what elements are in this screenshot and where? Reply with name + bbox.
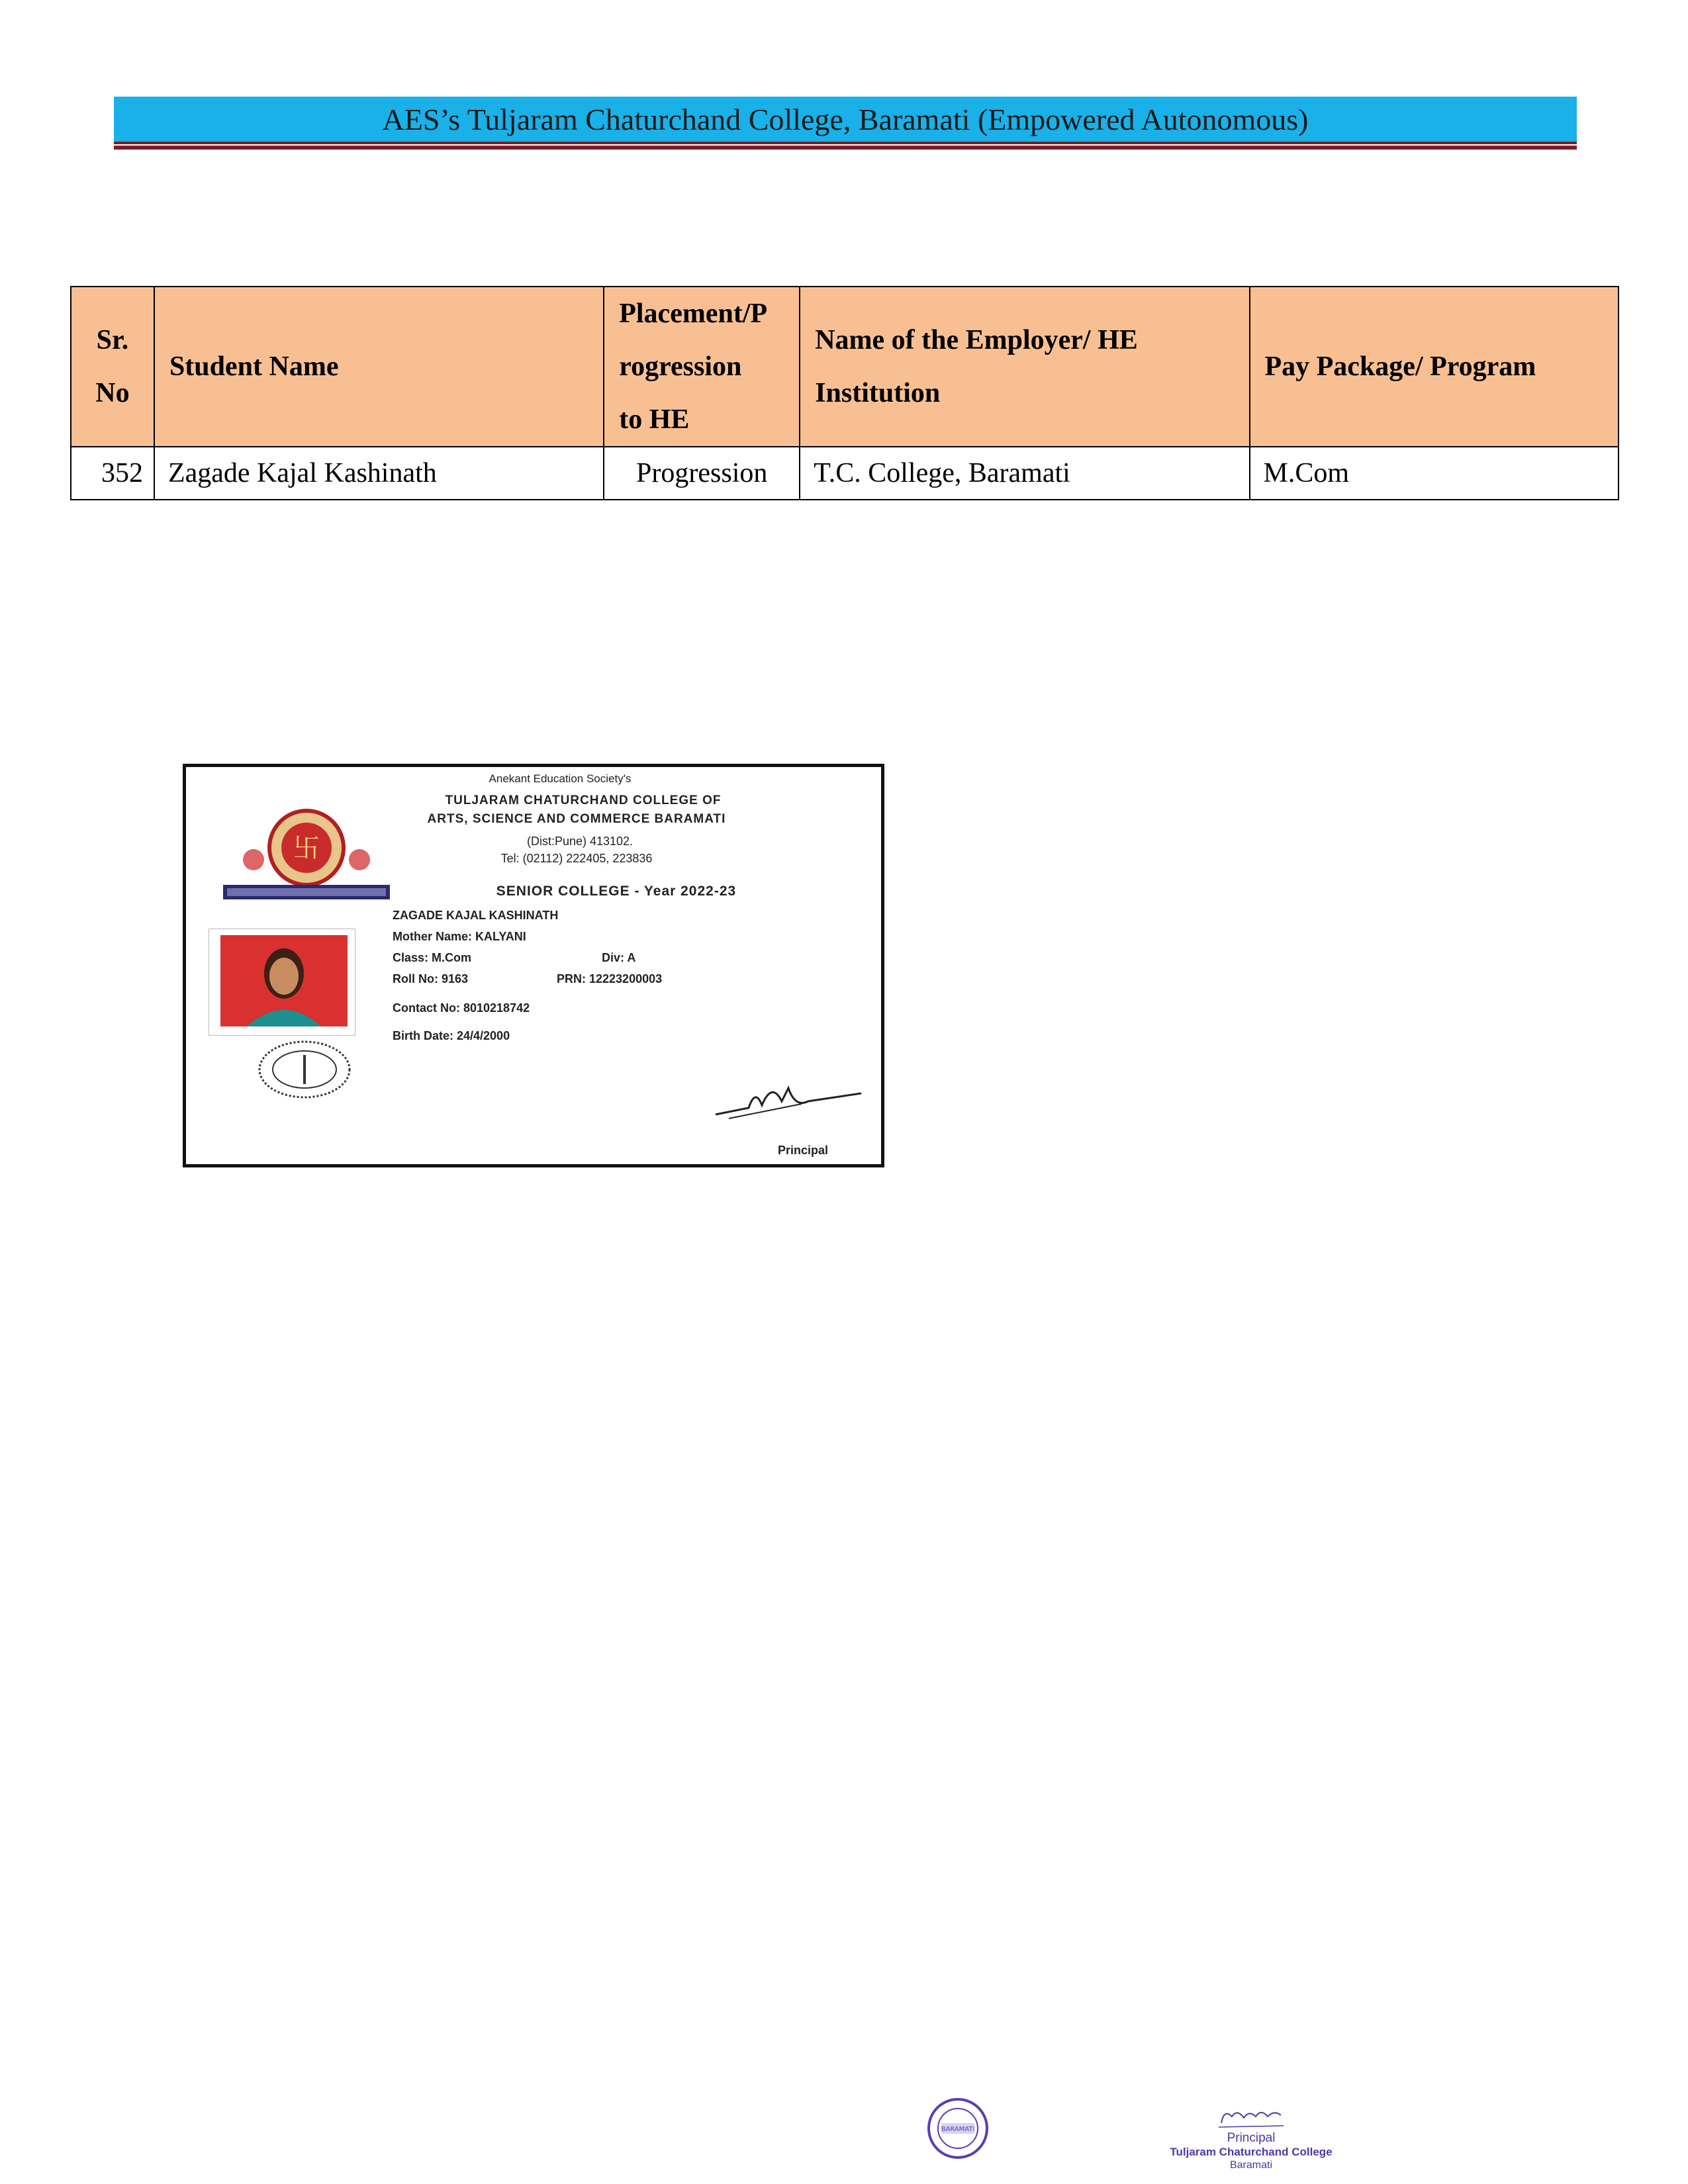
principal-signature-icon <box>709 1075 868 1128</box>
stamp-text: BARAMATI <box>941 2126 975 2133</box>
col-header-employer-line2: Institution <box>815 378 941 408</box>
col-header-student: Student Name <box>154 287 604 447</box>
student-id-card <box>183 764 884 1167</box>
card-college-line1: TULJARAM CHATURCHAND COLLEGE OF <box>445 794 722 807</box>
signature-title: Principal <box>1227 2131 1276 2145</box>
header-rule-thick <box>114 146 1577 150</box>
col-header-sr <box>71 287 154 447</box>
principal-handwritten-signature-icon <box>1215 2103 1288 2131</box>
student-photo-icon <box>220 935 348 1026</box>
card-student-name: ZAGADE KAJAL KASHINATH <box>393 909 559 922</box>
card-division: Div: A <box>602 951 636 964</box>
page-header-banner <box>114 97 1577 142</box>
card-contact: Contact No: 8010218742 <box>393 1001 530 1015</box>
cell-employer: T.C. College, Baramati <box>800 447 1249 500</box>
card-mother-name: Mother Name: KALYANI <box>393 930 526 943</box>
placement-table <box>70 286 1619 500</box>
card-principal-label: Principal <box>777 1144 828 1157</box>
card-college-line2: ARTS, SCIENCE AND COMMERCE BARAMATI <box>427 812 726 826</box>
col-header-pay: Pay Package/ Program <box>1250 287 1619 447</box>
card-address: (Dist:Pune) 413102. <box>526 835 633 848</box>
page-header-title: AES’s Tuljaram Chaturchand College, Baramati (Empowered Autonomous) <box>382 102 1309 136</box>
table-header-row <box>71 287 1618 447</box>
col-header-sr-line1: Sr. <box>96 325 129 355</box>
card-roll-no: Roll No: 9163 <box>393 972 469 985</box>
table-row <box>71 447 1618 500</box>
header-rule-thin <box>114 142 1577 144</box>
signature-city: Baramati <box>1229 2160 1273 2171</box>
col-header-sr-line2: No <box>95 378 130 408</box>
col-header-employer <box>800 287 1249 447</box>
col-header-employer-line1: Name of the Employer/ HE <box>815 325 1138 355</box>
col-header-placement-line2: rogression <box>619 351 742 382</box>
card-telephone: Tel: (02112) 222405, 223836 <box>500 852 653 865</box>
card-birth-date: Birth Date: 24/4/2000 <box>393 1029 510 1042</box>
signature-college: Tuljaram Chaturchand College <box>1170 2146 1333 2158</box>
principal-signature-block <box>1152 2103 1350 2171</box>
card-session: SENIOR COLLEGE - Year 2022-23 <box>496 884 737 899</box>
card-prn: PRN: 12223200003 <box>557 972 663 985</box>
card-society: Anekant Education Society's <box>489 772 632 785</box>
col-header-placement-line3: to HE <box>619 404 690 435</box>
cell-student: Zagade Kajal Kashinath <box>154 447 604 500</box>
col-header-placement-line1: Placement/P <box>619 298 768 329</box>
svg-text:卐: 卐 <box>293 833 320 864</box>
college-seal-icon <box>255 1038 354 1101</box>
card-class: Class: M.Com <box>393 951 472 964</box>
college-round-stamp-icon <box>921 2095 994 2161</box>
cell-pay: M.Com <box>1250 447 1619 500</box>
cell-placement: Progression <box>604 447 800 500</box>
cell-sr: 352 <box>71 447 154 500</box>
col-header-placement <box>604 287 800 447</box>
